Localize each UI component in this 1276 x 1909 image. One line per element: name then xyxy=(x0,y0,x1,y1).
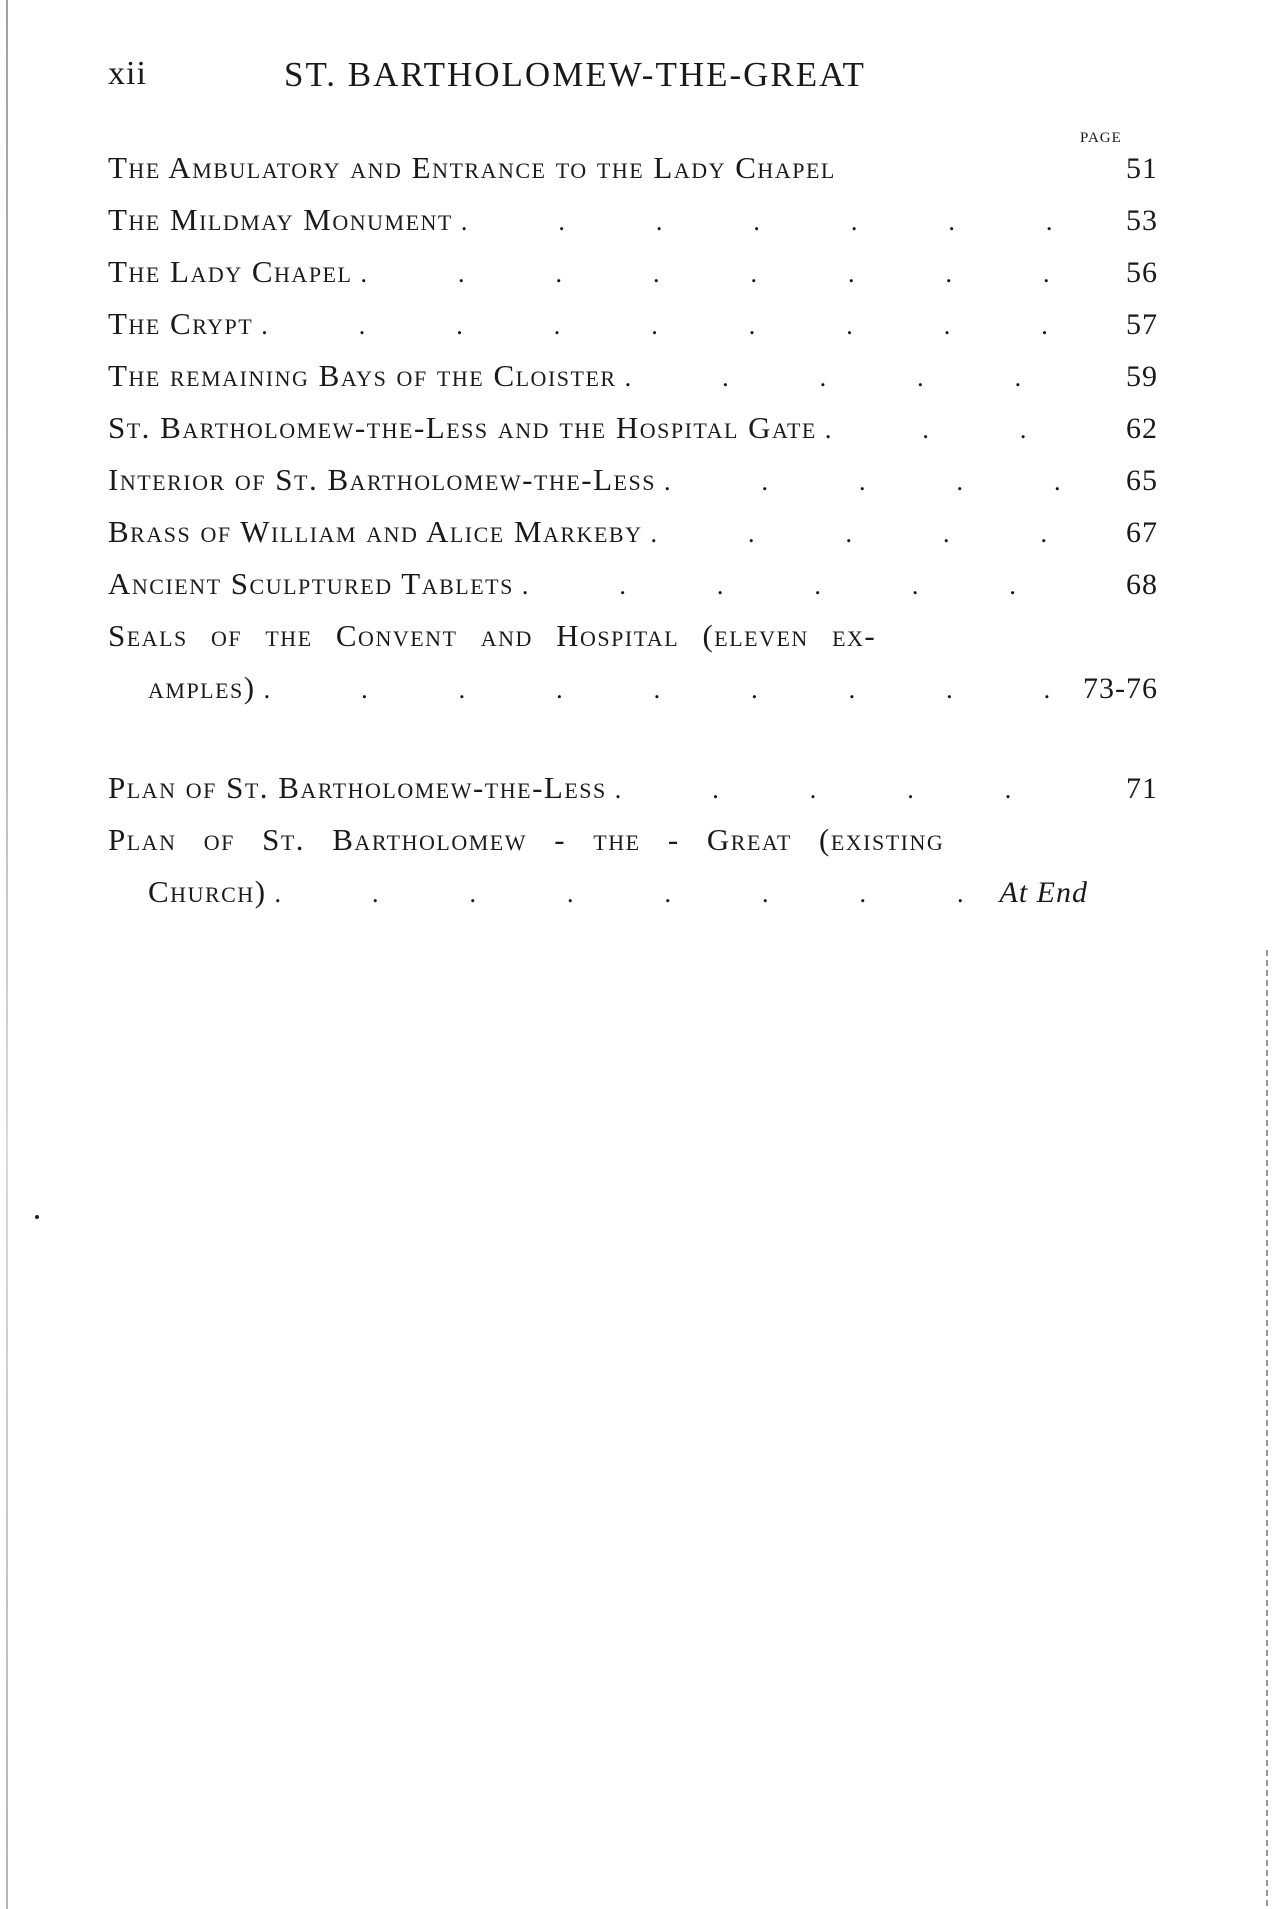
entry-page: 51 xyxy=(1126,152,1158,185)
plan-title-line-1: Plan of St. Bartholomew - the - Great (existing xyxy=(108,822,945,857)
entry-page: 53 xyxy=(1126,204,1158,237)
dot-leader xyxy=(256,675,1058,705)
list-item xyxy=(108,410,1158,462)
dot-leader xyxy=(514,571,1098,601)
entry-page: 73-76 xyxy=(1083,672,1158,705)
entry-title: The Lady Chapel xyxy=(108,254,353,289)
list-item-continuation xyxy=(108,670,1158,722)
running-head xyxy=(108,55,1158,105)
entry-title: Ancient Sculptured Tablets xyxy=(108,566,514,601)
entry-page: 62 xyxy=(1126,412,1158,445)
dot-leader xyxy=(617,363,1098,393)
entry-title-line-2: amples) xyxy=(148,670,256,705)
plan-title: Plan of St. Bartholomew-the-Less xyxy=(108,770,607,805)
plan-page: At End xyxy=(999,876,1088,909)
entry-title: The Ambulatory and Entrance to the Lady Chapel xyxy=(108,150,836,185)
entry-page: 57 xyxy=(1126,308,1158,341)
entry-title: Interior of St. Bartholomew-the-Less xyxy=(108,462,656,497)
scan-edge-left xyxy=(6,0,8,1909)
scan-edge-right xyxy=(1266,950,1268,1909)
entry-title: The remaining Bays of the Cloister xyxy=(108,358,617,393)
dot-leader xyxy=(643,519,1099,549)
plan-page: 71 xyxy=(1126,772,1158,805)
illustrations-list xyxy=(108,150,1158,926)
plan-item-continuation xyxy=(108,874,1158,926)
dot-leader xyxy=(817,415,1098,445)
list-item xyxy=(108,306,1158,358)
list-item xyxy=(108,462,1158,514)
running-head-title: ST. BARTHOLOMEW-THE-GREAT xyxy=(284,55,866,94)
dot-leader xyxy=(453,207,1098,237)
plan-title-line-2: Church) xyxy=(148,874,267,909)
entry-page: 59 xyxy=(1126,360,1158,393)
dot-leader xyxy=(267,879,968,909)
list-item xyxy=(108,254,1158,306)
list-item xyxy=(108,566,1158,618)
list-item xyxy=(108,514,1158,566)
dot-leader xyxy=(253,311,1098,341)
entry-page: 65 xyxy=(1126,464,1158,497)
page-column-label: PAGE xyxy=(1080,130,1122,146)
entry-title: Brass of William and Alice Markeby xyxy=(108,514,643,549)
entry-title-line-1: Seals of the Convent and Hospital (eleven ex- xyxy=(108,618,877,653)
dot-leader xyxy=(607,775,1098,805)
list-item xyxy=(108,150,1158,202)
list-item xyxy=(108,202,1158,254)
entry-page: 56 xyxy=(1126,256,1158,289)
entry-title: The Mildmay Monument xyxy=(108,202,453,237)
list-item xyxy=(108,618,1158,670)
folio-number: xii xyxy=(108,55,147,92)
entry-title: St. Bartholomew-the-Less and the Hospital Gate xyxy=(108,410,817,445)
list-item xyxy=(108,358,1158,410)
scan-speck xyxy=(35,1215,39,1219)
dot-leader xyxy=(656,467,1098,497)
entry-page: 68 xyxy=(1126,568,1158,601)
plan-item xyxy=(108,822,1158,874)
section-gap xyxy=(108,722,1158,770)
entry-page: 67 xyxy=(1126,516,1158,549)
entry-title: The Crypt xyxy=(108,306,254,341)
dot-leader xyxy=(352,259,1098,289)
plan-item xyxy=(108,770,1158,822)
